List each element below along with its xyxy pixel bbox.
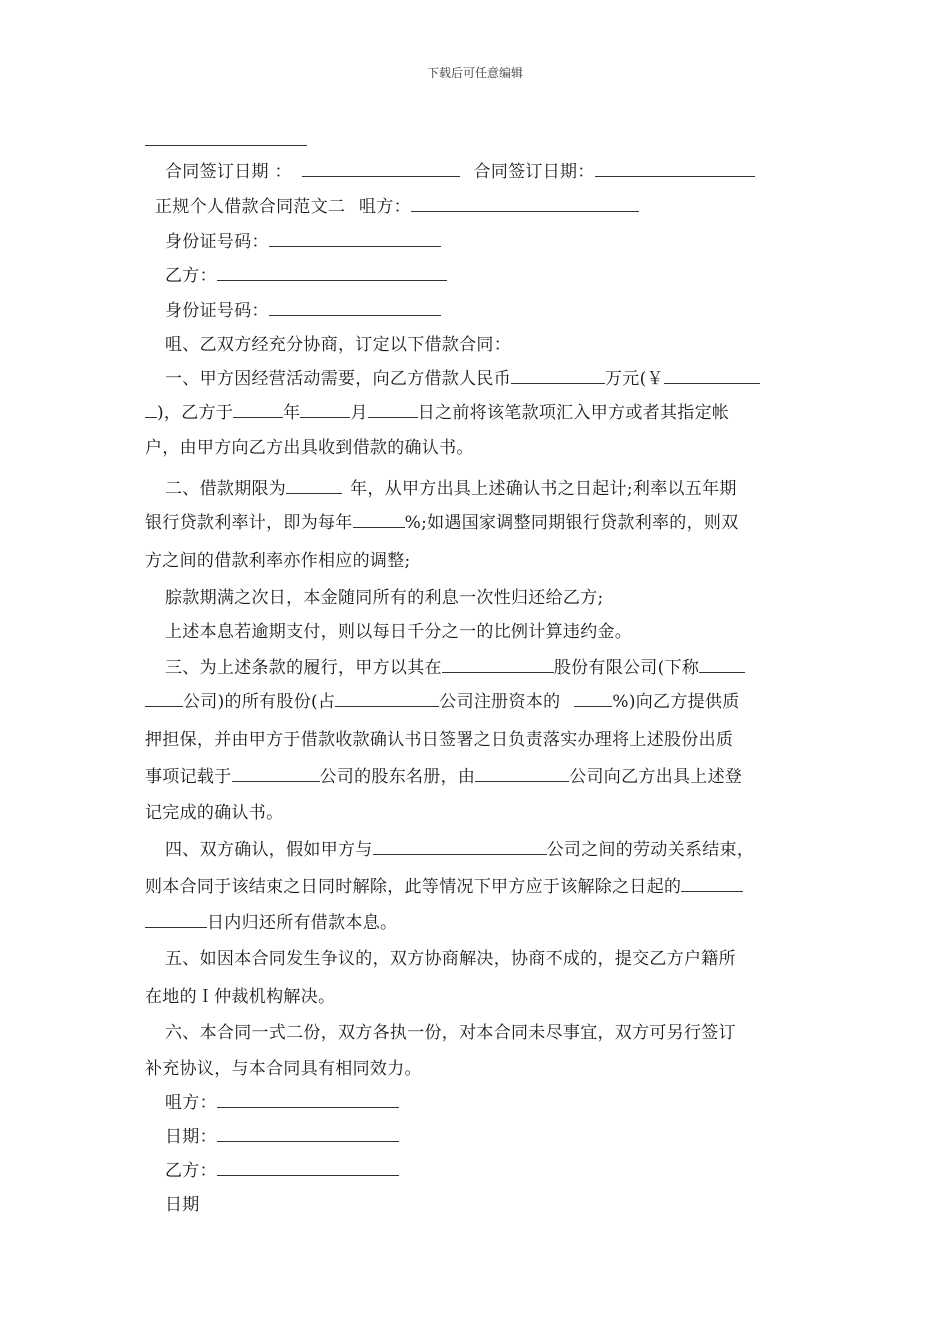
id-blank-2: [269, 297, 441, 316]
title-line: [155, 192, 820, 222]
clause-2-line-2: 银行贷款利率计，即为每年 %;如遇国家调整同期银行贷款利率的，则双: [145, 508, 810, 538]
clause-3-line-4: 事项记载于 公司的股东名册，由 公司向乙方出具上述登: [145, 762, 810, 792]
clause-1-line-3: 户，由甲方向乙方出具收到借款的确认书。: [145, 438, 474, 458]
clause-3-line-1: 三、为上述条款的履行，甲方以其在 股份有限公司(下称: [165, 653, 830, 683]
party-b-line: [165, 261, 830, 291]
clause-4-line-2: 则本合同于该结束之日同时解除，此等情况下甲方应于该解除之日起的: [145, 872, 810, 902]
signature-date-blank: [217, 1123, 399, 1142]
clause-3-line-3: 押担保，并由甲方于借款收款确认书日签署之日负责落实办理将上述股份出质: [145, 730, 734, 750]
clause-6-line-2: 补充协议，与本合同具有相同效力。: [145, 1059, 422, 1079]
clause-5-line-1: 五、如因本合同发生争议的，双方协商解决，协商不成的，提交乙方户籍所: [165, 949, 736, 969]
sign-date-blank-1: [302, 158, 460, 177]
sign-date-label-1: 合同签订日期 ：: [165, 162, 292, 182]
party-a-blank: [411, 193, 639, 212]
clause-1-line-2: )，乙方于 年 月 日之前将该笔款项汇入甲方或者其指定帐: [145, 398, 810, 428]
party-b-id-line: [165, 296, 830, 326]
clause-3-line-2: 公司)的所有股份(占 公司注册资本的 %)向乙方提供质: [145, 687, 810, 717]
party-a-label: 咀方：: [359, 197, 411, 217]
clause-6-line-1: 六、本合同一式二份，双方各执一份，对本合同未尽事宜，双方可另行签订: [165, 1023, 736, 1043]
id-label-2: 身份证号码：: [165, 301, 269, 321]
sign-date-blank-2: [595, 158, 755, 177]
signature-party-a-line: 咀方：: [165, 1088, 830, 1118]
party-b-blank: [217, 262, 447, 281]
clause-2-line-4: 腙款期满之次日，本金随同所有的利息一次性归还给乙方;: [165, 588, 604, 608]
clause-2-line-3: 方之间的借款利率亦作相应的调整;: [145, 551, 411, 571]
page-header: 下载后可任意编辑: [426, 66, 523, 80]
clause-4-line-3: 日内归还所有借款本息。: [145, 908, 810, 938]
signature-party-a-blank: [217, 1089, 399, 1108]
sign-date-line: [165, 157, 830, 187]
sign-date-label-2: 合同签订日期：: [473, 162, 595, 182]
signature-party-b-line: 乙方：: [165, 1156, 830, 1186]
party-a-id-line: [165, 227, 830, 257]
document-title: 正规个人借款合同范文二: [155, 197, 346, 217]
top-blank-line: [145, 145, 307, 146]
intro-line: 咀、乙双方经充分协商，订定以下借款合同：: [165, 335, 511, 355]
clause-5-line-2: 在地的Ｉ仲裁机构解决。: [145, 987, 336, 1007]
clause-2-line-5: 上述本息若逾期支付，则以每日千分之一的比例计算违约金。: [165, 622, 633, 642]
clause-1-line-1: 一、甲方因经营活动需要，向乙方借款人民币 万元(￥: [165, 364, 808, 394]
party-b-label: 乙方：: [165, 266, 217, 286]
signature-date-line: 日期：: [165, 1122, 830, 1152]
id-blank-1: [269, 228, 441, 247]
id-label: 身份证号码：: [165, 232, 269, 252]
signature-party-b-blank: [217, 1157, 399, 1176]
signature-date-line-2: 日期: [165, 1195, 200, 1215]
clause-4-line-1: 四、双方确认，假如甲方与 公司之间的劳动关系结束，: [165, 835, 830, 865]
clause-2-line-1: 二、借款期限为 年，从甲方出具上述确认书之日起计;利率以五年期: [165, 474, 830, 504]
clause-3-line-5: 记完成的确认书。: [145, 803, 284, 823]
